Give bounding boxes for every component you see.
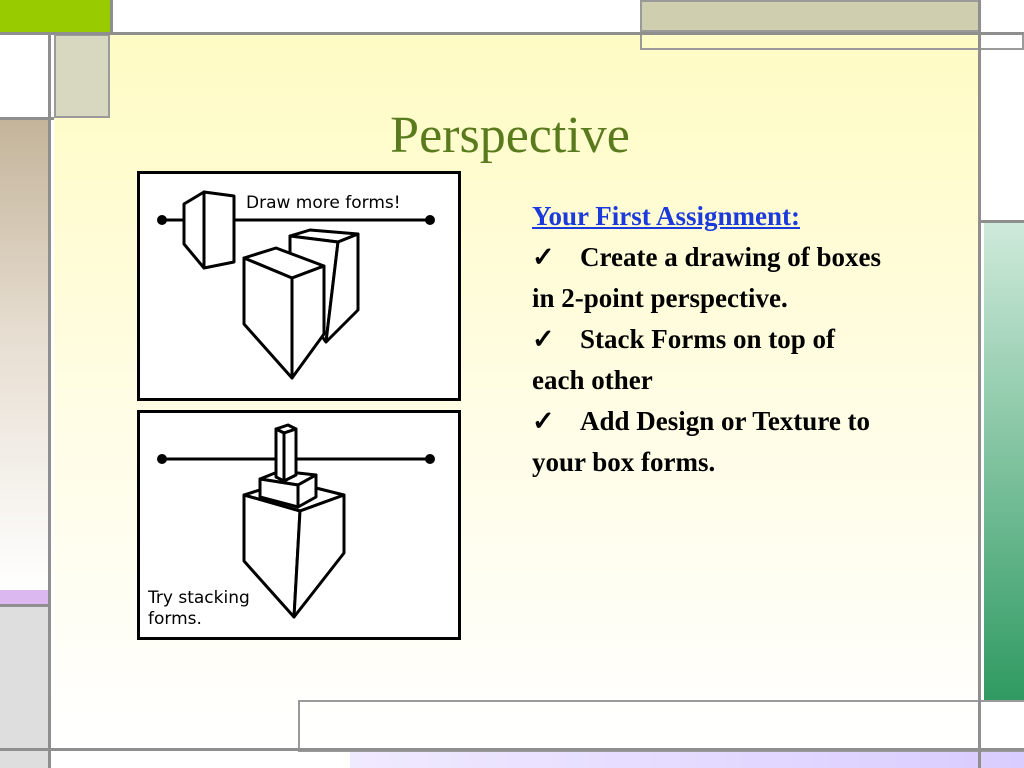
illustration-try-stacking <box>137 410 461 640</box>
left-gradient-column <box>0 120 48 590</box>
checkmark-icon: ✓ <box>532 406 555 436</box>
front-box-left <box>244 258 292 378</box>
bottom-sketch-caption-line1: Try stacking <box>148 588 250 608</box>
assignment-item-text: Create a drawing of boxes in 2-point perspective. <box>532 242 881 313</box>
assignment-item <box>532 319 882 401</box>
top-left-gray-block <box>54 34 110 118</box>
assignment-item-text: Stack Forms on top of each other <box>532 324 835 395</box>
grid-line-right-vertical <box>978 0 981 768</box>
vanishing-point-right <box>425 454 435 464</box>
grid-line-left-lower <box>0 604 50 607</box>
assignment-item-text: Add Design or Texture to your box forms. <box>532 406 871 477</box>
box-right-face <box>204 192 234 268</box>
left-purple-strip <box>0 590 48 604</box>
grid-line-left <box>48 32 51 768</box>
assignment-heading[interactable]: Your First Assignment: <box>532 201 801 231</box>
assignment-item <box>532 237 882 319</box>
illustration-draw-more-forms <box>137 171 461 401</box>
vanishing-point-left <box>157 454 167 464</box>
vanishing-point-left <box>157 215 167 225</box>
slide-title: Perspective <box>390 107 630 164</box>
tower-right <box>284 429 296 481</box>
base-box-left <box>244 495 300 617</box>
box-left-face <box>184 192 204 268</box>
grid-line-top-tick <box>110 0 113 34</box>
grid-line-right <box>980 220 1024 223</box>
grid-line-bottom <box>0 748 1024 751</box>
bottom-sketch-caption-line2: forms. <box>148 609 202 629</box>
assignment-item <box>532 401 882 483</box>
vanishing-point-right <box>425 215 435 225</box>
top-sketch-caption: Draw more forms! <box>246 193 401 213</box>
right-green-column <box>984 222 1024 700</box>
top-right-block <box>640 0 980 32</box>
base-box-right <box>294 495 344 617</box>
perspective-boxes-sketch <box>140 174 458 398</box>
bottom-frame <box>298 700 1024 752</box>
grid-line-left-upper <box>0 117 54 120</box>
assignment-block <box>532 196 882 483</box>
checkmark-icon: ✓ <box>532 324 555 354</box>
stacked-boxes-sketch <box>140 413 458 637</box>
bottom-lavender-bar <box>350 752 1024 768</box>
front-box-right <box>292 266 324 378</box>
checkmark-icon: ✓ <box>532 242 555 272</box>
left-gray-block <box>0 604 48 768</box>
green-corner-block <box>0 0 110 32</box>
grid-line-top <box>0 32 1024 35</box>
